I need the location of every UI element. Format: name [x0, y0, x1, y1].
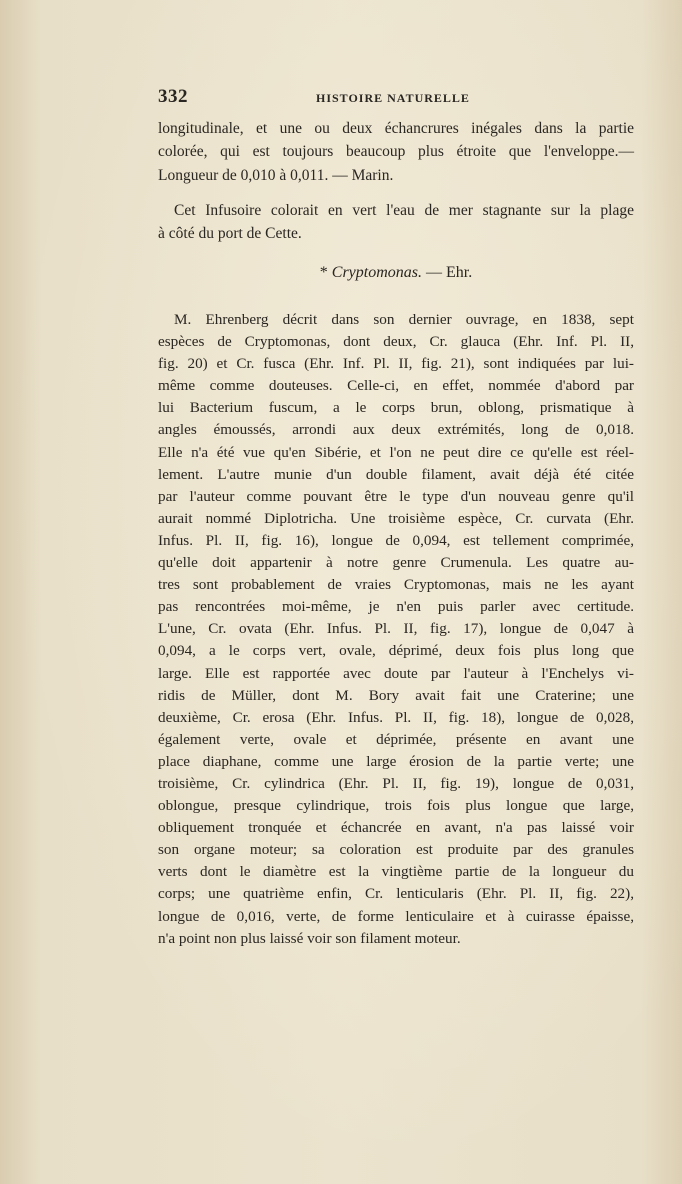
text-line: 0,094, a le corps vert, ovale, déprimé, deux fois plus long que [158, 642, 634, 660]
paragraph-cryptomonas [158, 309, 634, 950]
text-line: longitudinale, et une ou deux échancrures inégales dans la partie [158, 120, 634, 137]
text-line: fig. 20) et Cr. fusca (Ehr. Inf. Pl. II, fig. 21), sont indiquées par lui- [158, 355, 634, 373]
text-line: colorée, qui est toujours beaucoup plus étroite que l'enveloppe.— [158, 143, 634, 161]
text-line: n'a point non plus laissé voir son filament moteur. [158, 929, 461, 947]
text-line: lui Bacterium fuscum, a le corps brun, oblong, prismatique à [158, 399, 634, 417]
text-line: tres sont probablement de vraies Cryptomonas, mais ne les ayant [158, 576, 634, 594]
text-line: pas rencontrées moi-même, je n'en puis parler avec certitude. [158, 598, 634, 616]
text-line: espèces de Cryptomonas, dont deux, Cr. glauca (Ehr. Inf. Pl. II, [158, 333, 634, 351]
section-heading [158, 264, 634, 282]
text-line: troisième, Cr. cylindrica (Ehr. Pl. II, fig. 19), longue de 0,031, [158, 774, 634, 792]
text-line: qu'elle doit appartenir à notre genre Crumenula. Les quatre au- [158, 554, 634, 572]
running-title: HISTOIRE NATURELLE [316, 91, 470, 105]
text-line: large. Elle est rapportée avec doute par l'auteur à l'Enchelys vi- [158, 664, 634, 682]
text-line: par l'auteur comme pouvant être le type d'un nouveau genre qu'il [158, 487, 634, 505]
text-line: longue de 0,016, verte, de forme lenticulaire et à cuirasse épaisse, [158, 907, 634, 925]
heading-genus: Cryptomonas. [331, 264, 422, 281]
text-line: place diaphane, comme une large érosion de la partie verte; une [158, 752, 634, 770]
text-line: lement. L'autre munie d'un double filament, avait déjà été citée [158, 465, 634, 483]
text-line: Cet Infusoire colorait en vert l'eau de mer stagnante sur la plage [174, 202, 634, 219]
paragraph-continuation [158, 117, 634, 187]
heading-author: — Ehr. [426, 264, 473, 281]
text-line: aurait nommé Diplotricha. Une troisième espèce, Cr. curvata (Ehr. [158, 509, 634, 527]
text-line: oblongue, presque cylindrique, trois fois plus longue que large, [158, 797, 634, 815]
heading-marker: * [319, 264, 328, 281]
text-line: également verte, ovale et déprimée, présente en avant une [158, 730, 634, 748]
text-line: ridis de Müller, dont M. Bory avait fait une Craterine; une [158, 686, 634, 704]
text-line: son organe moteur; sa coloration est produite par des granules [158, 841, 634, 859]
text-line: deuxième, Cr. erosa (Ehr. Infus. Pl. II, fig. 18), longue de 0,028, [158, 708, 634, 726]
text-line: obliquement tronquée et échancrée en avant, n'a pas laissé voir [158, 819, 634, 837]
text-line: Longueur de 0,010 à 0,011. — Marin. [158, 166, 394, 184]
text-line: M. Ehrenberg décrit dans son dernier ouvrage, en 1838, sept [174, 311, 634, 328]
text-line: corps; une quatrième enfin, Cr. lenticularis (Ehr. Pl. II, fig. 22), [158, 885, 634, 903]
text-line: même comme douteuses. Celle-ci, en effet, nommée d'abord par [158, 377, 634, 395]
text-line: angles émoussés, arrondi aux deux extrémités, long de 0,018. [158, 421, 634, 439]
text-line: L'une, Cr. ovata (Ehr. Infus. Pl. II, fig. 17), longue de 0,047 à [158, 620, 634, 638]
page-number: 332 [158, 86, 188, 107]
text-line: Infus. Pl. II, fig. 16), longue de 0,094, est tellement comprimée, [158, 531, 634, 549]
page-header [158, 86, 632, 110]
paragraph-habitat [158, 199, 634, 246]
text-line: Elle n'a été vue qu'en Sibérie, et l'on ne peut dire ce qu'elle est réel- [158, 443, 634, 461]
text-line: à côté du port de Cette. [158, 225, 302, 243]
text-line: verts dont le diamètre est la vingtième partie de la longueur du [158, 863, 634, 881]
